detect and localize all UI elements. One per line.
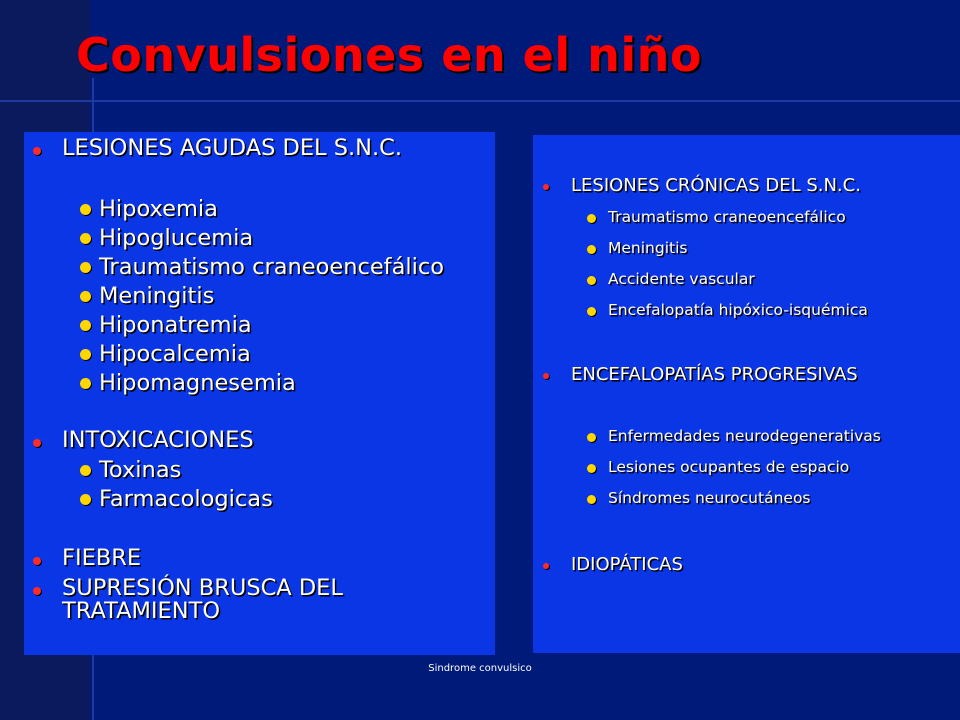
bullet-dot	[587, 433, 596, 442]
bullet-dot	[80, 291, 91, 302]
heading-withdrawal-cont: TRATAMIENTO	[62, 598, 221, 624]
list-item: Meningitis	[99, 283, 215, 309]
bullet-dot	[587, 307, 596, 316]
bullet-dot	[33, 147, 41, 155]
bullet-dot	[587, 276, 596, 285]
bullet-dot	[33, 587, 41, 595]
list-item: Farmacologicas	[99, 486, 273, 512]
bullet-dot	[80, 349, 91, 360]
decorative-horizontal-line	[0, 100, 960, 102]
bullet-dot	[33, 439, 41, 447]
bullet-dot	[587, 464, 596, 473]
bullet-dot	[80, 233, 91, 244]
bullet-dot	[80, 320, 91, 331]
slide-title: Convulsiones en el niño	[76, 28, 703, 82]
bullet-dot	[33, 557, 41, 565]
bullet-dot	[587, 214, 596, 223]
bullet-dot	[80, 494, 91, 505]
bullet-dot	[80, 378, 91, 389]
heading-fever: FIEBRE	[62, 545, 142, 571]
list-item: Síndromes neurocutáneos	[608, 489, 811, 507]
bullet-dot	[543, 184, 549, 190]
heading-progressive: ENCEFALOPATÍAS PROGRESIVAS	[571, 364, 858, 385]
heading-idiopathic: IDIOPÁTICAS	[571, 554, 683, 575]
heading-acute-lesions: LESIONES AGUDAS DEL S.N.C.	[62, 135, 403, 161]
list-item: Hipoglucemia	[99, 225, 254, 251]
bullet-dot	[80, 204, 91, 215]
heading-intoxications: INTOXICACIONES	[62, 427, 254, 453]
bullet-dot	[587, 245, 596, 254]
bullet-dot	[543, 373, 549, 379]
list-item: Toxinas	[99, 457, 182, 483]
heading-chronic-lesions: LESIONES CRÓNICAS DEL S.N.C.	[571, 175, 861, 196]
list-item: Enfermedades neurodegenerativas	[608, 427, 881, 445]
list-item: Accidente vascular	[608, 270, 755, 288]
bullet-dot	[587, 495, 596, 504]
list-item: Hipomagnesemia	[99, 370, 296, 396]
list-item: Traumatismo craneoencefálico	[608, 208, 846, 226]
list-item: Traumatismo craneoencefálico	[99, 254, 445, 280]
bullet-dot	[80, 262, 91, 273]
bullet-dot	[80, 465, 91, 476]
list-item: Encefalopatía hipóxico-isquémica	[608, 301, 868, 319]
bullet-dot	[543, 563, 549, 569]
list-item: Hiponatremia	[99, 312, 252, 338]
list-item: Hipoxemia	[99, 196, 218, 222]
list-item: Lesiones ocupantes de espacio	[608, 458, 850, 476]
slide-footer: Sindrome convulsico	[428, 663, 532, 674]
heading-withdrawal: SUPRESIÓN BRUSCA DEL	[62, 575, 343, 601]
list-item: Meningitis	[608, 239, 688, 257]
list-item: Hipocalcemia	[99, 341, 251, 367]
